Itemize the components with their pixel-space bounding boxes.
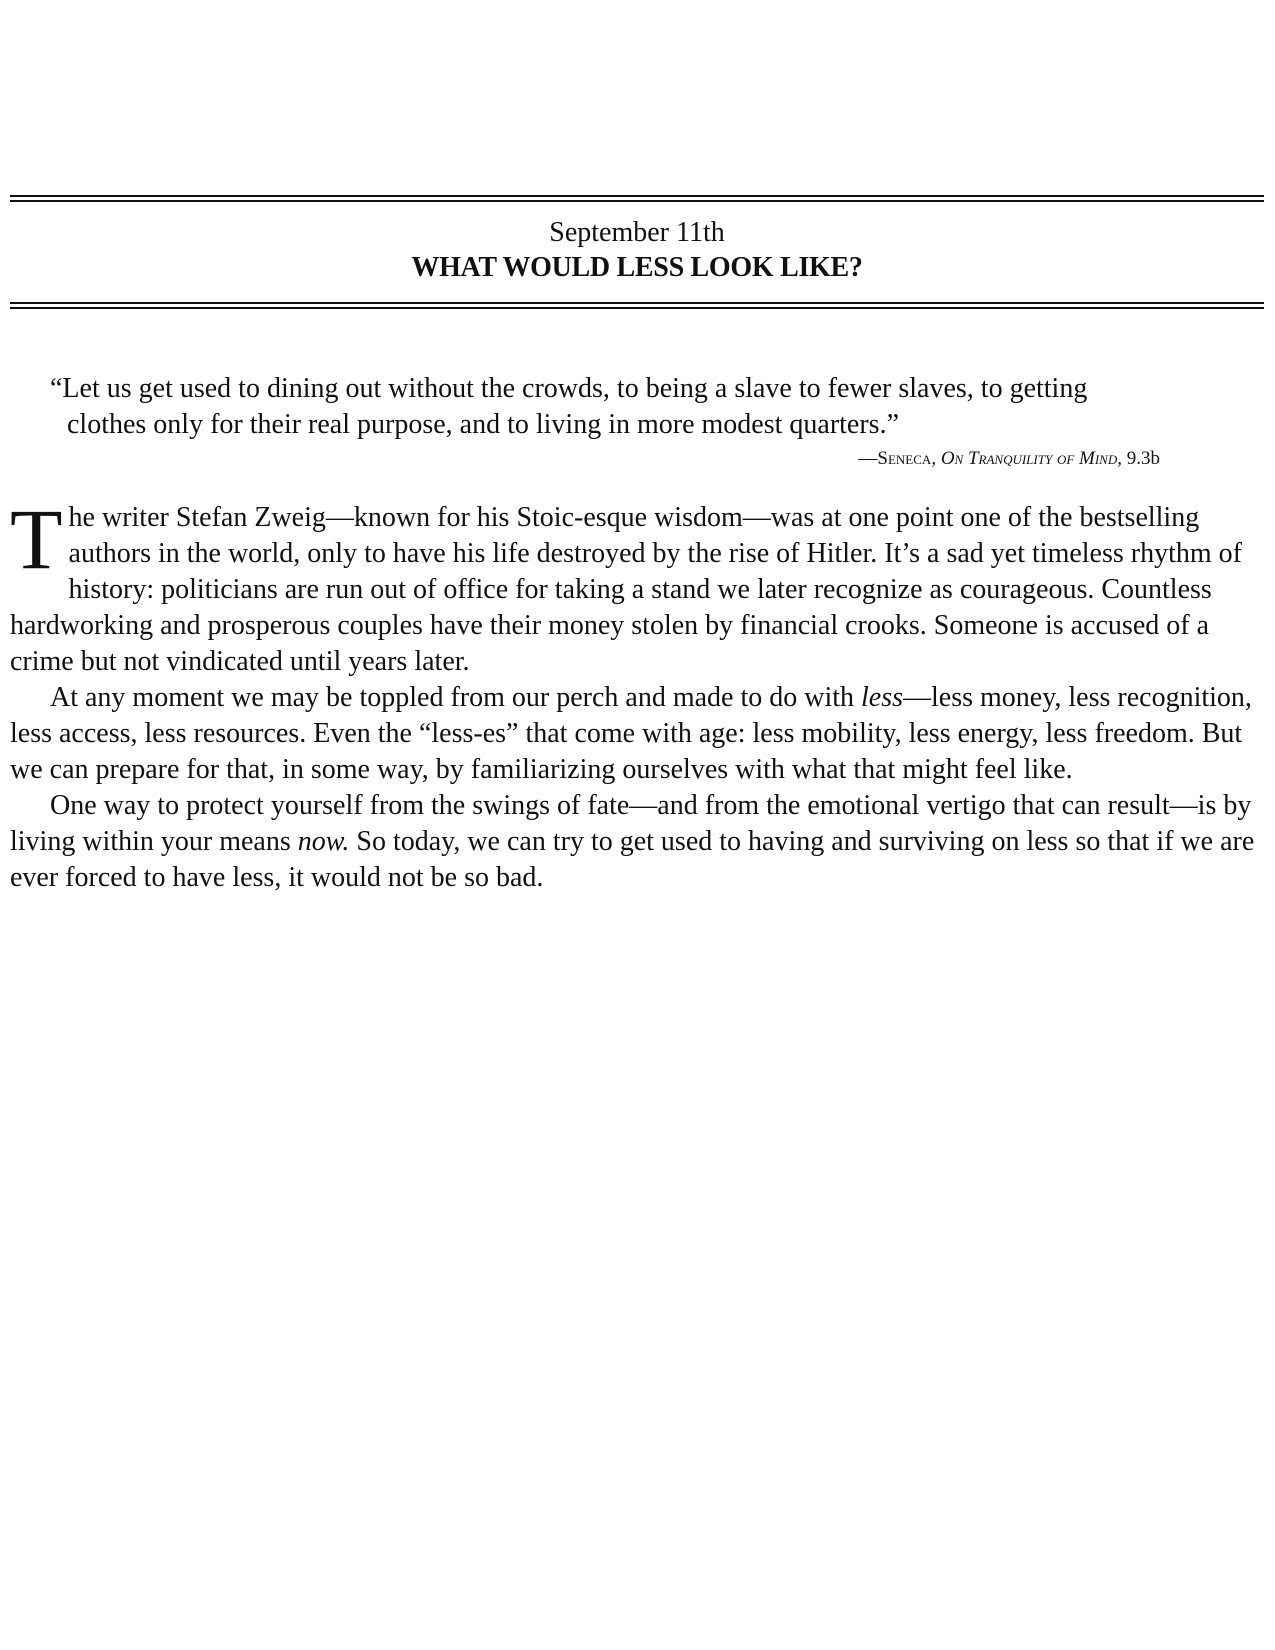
paragraph-1: [10, 491, 1264, 680]
paragraph-2-text-a: At any moment we may be toppled from our perch and made to do with: [50, 682, 862, 713]
entry-date: September 11th: [549, 217, 725, 248]
attribution-author: Seneca: [877, 448, 932, 469]
header-top-rule: [10, 195, 1264, 202]
epigraph-quote: “Let us get used to dining out without the crowds, to being a slave to fewer slaves, to getting clothes only for their real purpose, and to living in more modest quarters.”: [50, 373, 1088, 440]
epigraph: [50, 371, 1160, 471]
paragraph-2-emphasis: less: [861, 682, 904, 713]
attribution-separator: ,: [931, 448, 941, 469]
attribution-reference: , 9.3b: [1117, 448, 1160, 469]
paragraph-2: [10, 680, 1264, 788]
paragraph-3-text-b: So today, we can try to get used to having and surviving on less so that if we are ever forced to have less, it would not be so bad.: [10, 826, 1255, 893]
attribution-dash: —: [858, 448, 878, 469]
drop-cap: T: [10, 491, 63, 587]
paragraph-2-text-b: —less money, less recognition, less access, less resources. Even the “less-es” that come with age: less mobility, less energy, less freedom. But we can prepare for that, in some way, by familiarizing ourselves with what that might feel like.: [10, 682, 1252, 785]
paragraph-1-text: he writer Stefan Zweig—known for his Stoic-esque wisdom—was at one point one of the bestselling authors in the world, only to have his life destroyed by the rise of Hitler. It’s a sad yet timeless rhythm of history: politicians are run out of office for taking a stand we later recognize as courageous. Countless hardworking and prosperous couples have their money stolen by financial crooks. Someone is accused of a crime but not vindicated until years later.: [10, 502, 1242, 677]
paragraph-3-emphasis: now.: [297, 826, 350, 857]
paragraph-3: [10, 788, 1264, 896]
body-text: [10, 491, 1264, 896]
entry-title: WHAT WOULD LESS LOOK LIKE?: [411, 252, 863, 283]
page-header: [10, 216, 1264, 286]
attribution-work: On Tranquility of Mind: [940, 448, 1118, 469]
paragraph-3-text-a: One way to protect yourself from the swings of fate—and from the emotional vertigo that can result—is by living within your means: [10, 790, 1252, 857]
header-bottom-rule: [10, 302, 1264, 309]
epigraph-attribution: [50, 447, 1160, 471]
